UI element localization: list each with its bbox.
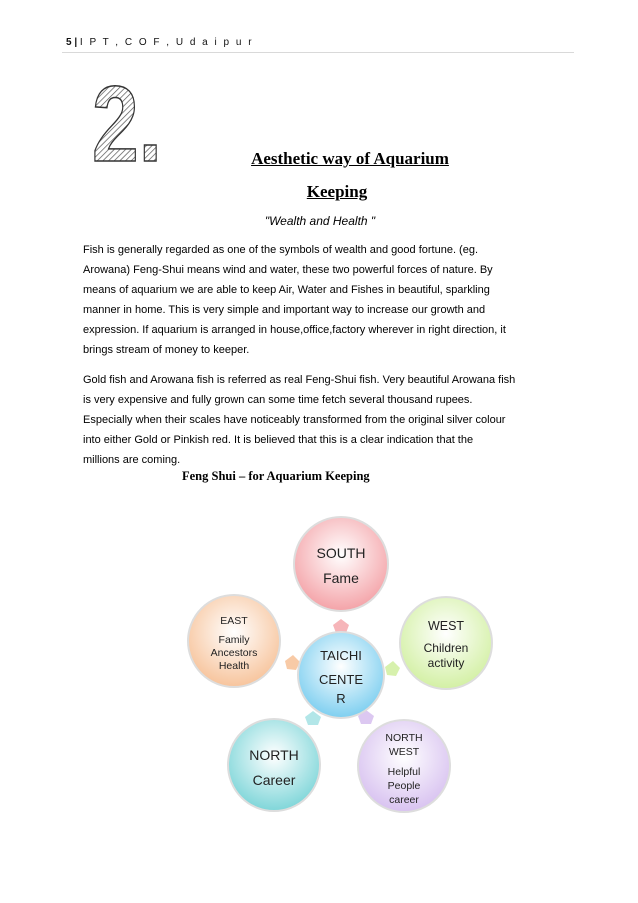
subtitle: "Wealth and Health " <box>264 214 376 228</box>
paragraph-line: manner in home. This is very simple and important way to increase our growth and <box>83 304 486 316</box>
northwest-sub-3: career <box>389 794 419 806</box>
page-title-line1: Aesthetic way of Aquarium <box>251 149 449 168</box>
paragraph-line: Arowana) Feng-Shui means wind and water, these two powerful forces of nature. By <box>83 264 493 276</box>
northwest-label-1: NORTH <box>385 732 423 744</box>
north-sub: Career <box>252 772 296 788</box>
east-sub-1: Family <box>218 634 250 646</box>
paragraph-line: Especially when their scales have noticeably transformed from the original silver colour <box>83 414 506 426</box>
west-sub-2: activity <box>427 656 465 670</box>
west-sub-1: Children <box>423 641 469 655</box>
northwest-sub-1: Helpful <box>387 766 421 778</box>
node-north-circle <box>228 719 320 811</box>
south-sub: Fame <box>323 570 359 586</box>
paragraph-line: into either Gold or Pinkish red. It is believed that this is a clear indication that the <box>83 434 474 446</box>
header-text: I P T , C O F , U d a i p u r <box>79 37 254 48</box>
east-sub-3: Health <box>218 660 250 672</box>
paragraph-line: is very expensive and fully grown can some time fetch several thousand rupees. <box>83 394 473 406</box>
paragraph-line: expression. If aquarium is arranged in house,office,factory wherever in right direction, it <box>83 324 506 336</box>
west-label: WEST <box>427 619 465 633</box>
center-label-2: CENTE <box>318 672 364 687</box>
paragraph-line: Gold fish and Arowana fish is referred as real Feng-Shui fish. Very beautiful Arowana fish <box>83 374 516 386</box>
center-label-3: R <box>336 691 346 706</box>
east-label: EAST <box>220 615 248 627</box>
page-title-line2: Keeping <box>306 182 368 201</box>
connector-south <box>333 619 349 633</box>
header-separator: | <box>71 37 80 48</box>
paragraph-line: means of aquarium we are able to keep Air, Water and Fishes in beautiful, sparkling <box>83 284 490 296</box>
paragraph-line: Fish is generally regarded as one of the symbols of wealth and good fortune. (eg. <box>83 244 479 256</box>
section-heading: Feng Shui – for Aquarium Keeping <box>182 469 370 483</box>
north-label: NORTH <box>249 747 299 763</box>
northwest-sub-2: People <box>387 780 421 792</box>
center-label-1: TAICHI <box>320 648 362 663</box>
connector-west <box>385 661 400 676</box>
northwest-label-2: WEST <box>388 746 420 758</box>
node-south-circle <box>294 517 388 611</box>
paragraph-line: brings stream of money to keeper. <box>83 344 250 356</box>
page-number: 5 <box>66 37 72 48</box>
east-sub-2: Ancestors <box>210 647 258 659</box>
connector-north <box>305 711 321 725</box>
south-label: SOUTH <box>316 545 366 561</box>
paragraph-line: millions are coming. <box>83 454 181 466</box>
chapter-number-text: 2. <box>92 63 162 184</box>
